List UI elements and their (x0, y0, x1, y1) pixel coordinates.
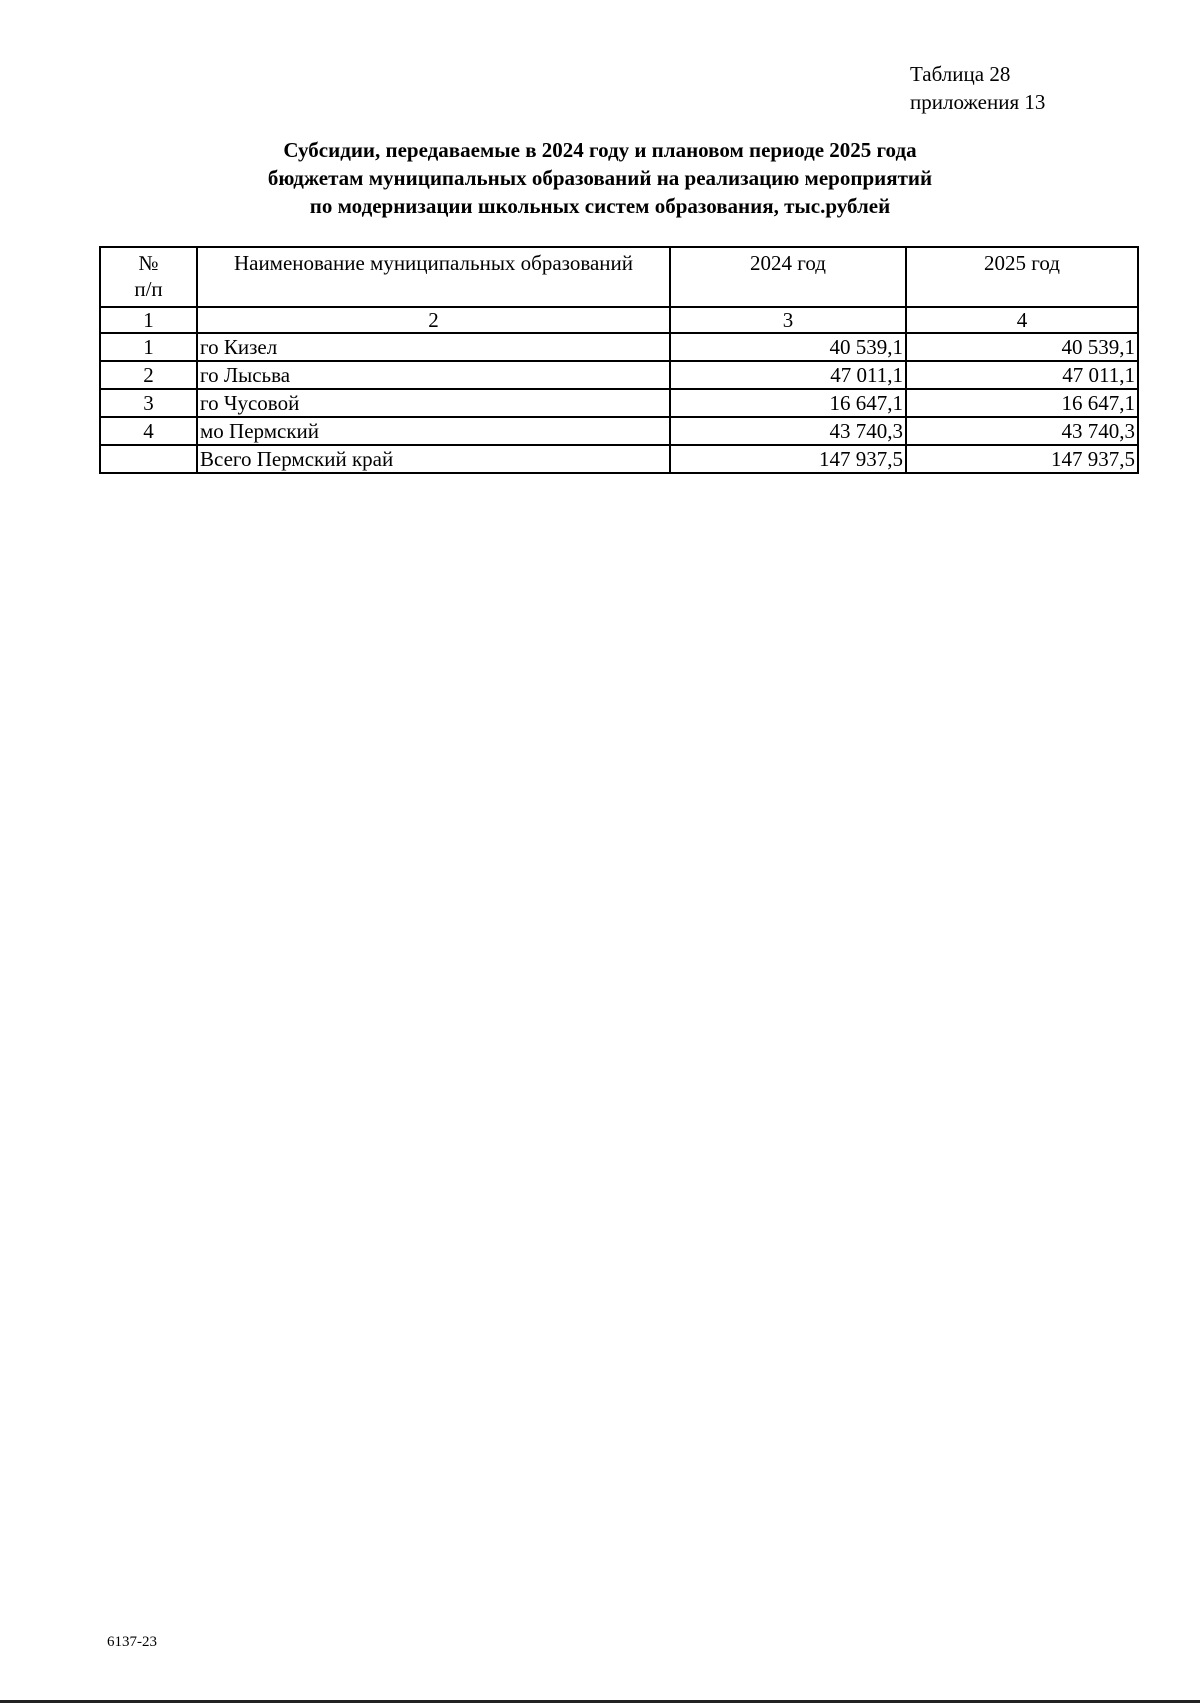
row-number: 2 (100, 361, 197, 389)
title-line-2: бюджетам муниципальных образований на реализацию мероприятий (267, 166, 933, 190)
subsidy-table (99, 246, 1139, 474)
column-number-row (100, 307, 1138, 333)
column-number: 4 (906, 307, 1138, 333)
municipality-name: го Лысьва (197, 361, 670, 389)
header-number-line-1: № (138, 251, 159, 275)
total-2024: 147 937,5 (670, 445, 906, 473)
column-number: 3 (670, 307, 906, 333)
header-name: Наименование муниципальных образований (197, 247, 670, 307)
header-number-line-2: п/п (134, 277, 163, 301)
total-number (100, 445, 197, 473)
amount-2025: 16 647,1 (906, 389, 1138, 417)
table-row (100, 333, 1138, 361)
header-2025: 2025 год (906, 247, 1138, 307)
row-number: 4 (100, 417, 197, 445)
amount-2025: 47 011,1 (906, 361, 1138, 389)
amount-2025: 40 539,1 (906, 333, 1138, 361)
table-row (100, 417, 1138, 445)
row-number: 3 (100, 389, 197, 417)
header-number (100, 247, 197, 307)
total-2025: 147 937,5 (906, 445, 1138, 473)
municipality-name: мо Пермский (197, 417, 670, 445)
total-row (100, 445, 1138, 473)
document-title (100, 136, 1100, 220)
amount-2024: 47 011,1 (670, 361, 906, 389)
municipality-name: го Чусовой (197, 389, 670, 417)
column-number: 1 (100, 307, 197, 333)
table-row (100, 361, 1138, 389)
title-line-1: Субсидии, передаваемые в 2024 году и плановом периоде 2025 года (283, 138, 917, 162)
amount-2024: 16 647,1 (670, 389, 906, 417)
document-code: 6137-23 (107, 1634, 157, 1650)
table-number: Таблица 28 (910, 62, 1011, 86)
header-row (100, 247, 1138, 307)
table-reference (910, 60, 1045, 116)
appendix-number: приложения 13 (910, 90, 1046, 114)
amount-2024: 43 740,3 (670, 417, 906, 445)
title-line-3: по модернизации школьных систем образования, тыс.рублей (309, 194, 891, 218)
header-2024: 2024 год (670, 247, 906, 307)
total-label: Всего Пермский край (197, 445, 670, 473)
row-number: 1 (100, 333, 197, 361)
municipality-name: го Кизел (197, 333, 670, 361)
table-row (100, 389, 1138, 417)
amount-2024: 40 539,1 (670, 333, 906, 361)
amount-2025: 43 740,3 (906, 417, 1138, 445)
column-number: 2 (197, 307, 670, 333)
